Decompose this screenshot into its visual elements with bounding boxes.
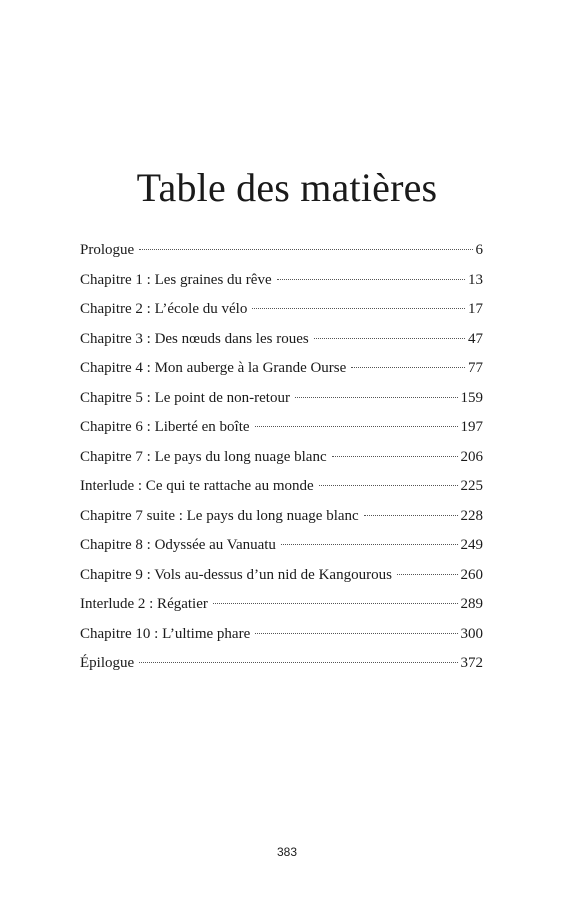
toc-entry-title: Chapitre 8 : Odyssée au Vanuatu (80, 537, 276, 553)
toc-entry-chapter-1[interactable] (80, 266, 483, 296)
toc-entry-page-number: 6 (475, 242, 483, 258)
toc-entry-title: Chapitre 10 : L’ultime phare (80, 625, 251, 642)
toc-entry-chapter-5[interactable] (80, 384, 483, 414)
dot-leader (139, 662, 457, 663)
toc-entry-page-number: 197 (460, 419, 483, 435)
dot-leader (295, 397, 458, 398)
toc-entry-chapter-10[interactable] (80, 620, 483, 650)
toc-entry-chapter-6[interactable] (80, 413, 483, 443)
toc-entry-title: Chapitre 4 : Mon auberge à la Grande Ourse (80, 360, 347, 376)
toc-entry-interlude[interactable] (80, 472, 483, 502)
toc-entry-page-number: 206 (460, 448, 483, 465)
dot-leader (314, 338, 465, 339)
toc-entry-page-number: 225 (460, 478, 483, 494)
toc-entry-page-number: 300 (460, 625, 483, 642)
toc-entry-title: Chapitre 1 : Les graines du rêve (80, 271, 272, 288)
toc-entry-title: Chapitre 7 : Le pays du long nuage blanc (80, 448, 327, 465)
toc-entry-chapter-8[interactable] (80, 531, 483, 561)
toc-entry-title: Interlude 2 : Régatier (80, 596, 208, 612)
dot-leader (139, 249, 472, 250)
table-of-contents (80, 236, 483, 679)
dot-leader (364, 515, 458, 516)
toc-entry-title: Chapitre 7 suite : Le pays du long nuage blanc (80, 507, 359, 524)
toc-entry-interlude-2[interactable] (80, 590, 483, 620)
toc-entry-title: Prologue (80, 242, 135, 258)
dot-leader (255, 426, 458, 427)
dot-leader (255, 633, 457, 634)
toc-entry-epilogue[interactable] (80, 649, 483, 679)
toc-entry-chapter-4[interactable] (80, 354, 483, 384)
toc-entry-page-number: 372 (460, 655, 483, 671)
toc-entry-prologue[interactable] (80, 236, 483, 266)
dot-leader (281, 544, 458, 545)
toc-entry-chapter-9[interactable] (80, 561, 483, 591)
toc-entry-page-number: 228 (460, 507, 483, 524)
toc-entry-title: Chapitre 2 : L’école du vélo (80, 301, 248, 317)
dot-leader (319, 485, 458, 486)
toc-entry-page-number: 260 (460, 566, 483, 583)
toc-entry-title: Chapitre 3 : Des nœuds dans les roues (80, 330, 309, 347)
toc-entry-page-number: 47 (468, 330, 483, 347)
dot-leader (252, 308, 465, 309)
dot-leader (213, 603, 458, 604)
toc-entry-page-number: 289 (460, 596, 483, 612)
dot-leader (332, 456, 458, 457)
toc-entry-page-number: 159 (460, 389, 483, 406)
toc-entry-chapter-2[interactable] (80, 295, 483, 325)
dot-leader (397, 574, 458, 575)
toc-entry-title: Chapitre 9 : Vols au-dessus d’un nid de Kangourous (80, 566, 392, 583)
toc-entry-title: Chapitre 5 : Le point de non-retour (80, 389, 290, 406)
dot-leader (351, 367, 465, 368)
toc-entry-chapter-7[interactable] (80, 443, 483, 473)
toc-entry-page-number: 13 (468, 271, 483, 288)
page-title: Table des matières (136, 164, 438, 210)
toc-entry-chapter-3[interactable] (80, 325, 483, 355)
toc-entry-title: Interlude : Ce qui te rattache au monde (80, 478, 314, 494)
toc-entry-page-number: 17 (468, 301, 483, 317)
dot-leader (277, 279, 465, 280)
toc-entry-title: Épilogue (80, 655, 135, 671)
page-number: 383 (276, 845, 298, 859)
toc-entry-page-number: 249 (460, 537, 483, 553)
toc-entry-chapter-7-suite[interactable] (80, 502, 483, 532)
toc-entry-title: Chapitre 6 : Liberté en boîte (80, 419, 250, 435)
toc-entry-page-number: 77 (468, 360, 483, 376)
